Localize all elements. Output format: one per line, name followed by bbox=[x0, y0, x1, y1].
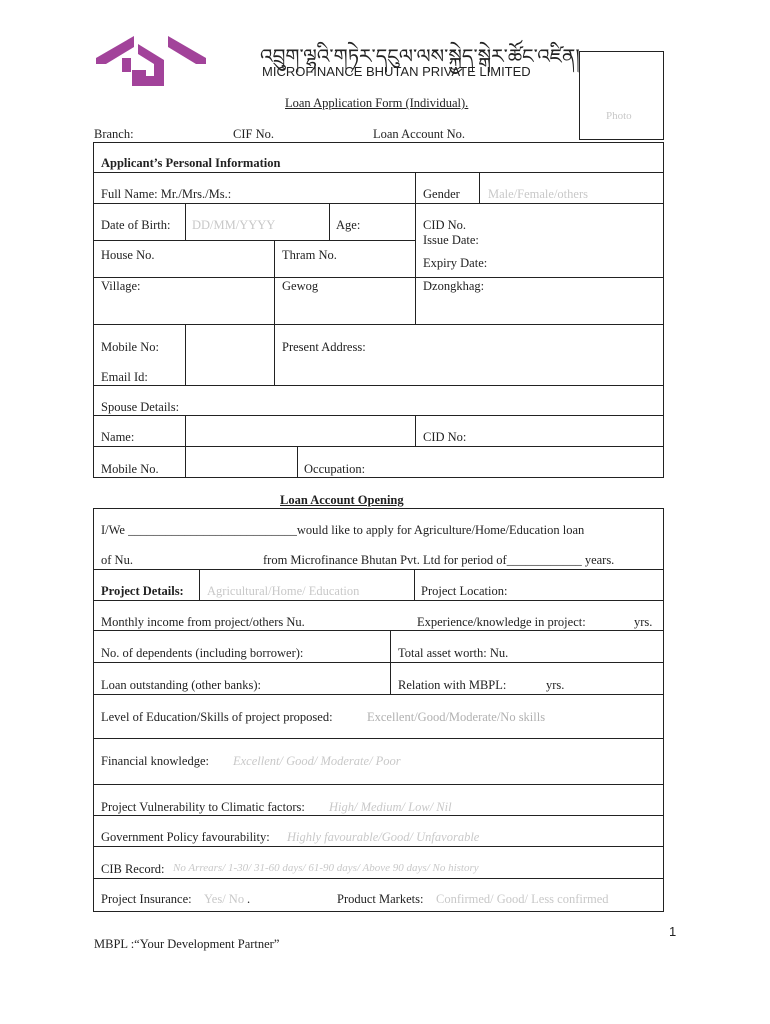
govt-policy-label: Government Policy favourability: bbox=[101, 830, 270, 844]
education-label: Level of Education/Skills of project proposed: bbox=[101, 710, 333, 724]
spouse-name-label: Name: bbox=[101, 430, 135, 444]
experience-label: Experience/knowledge in project: bbox=[417, 615, 586, 629]
total-asset-label: Total asset worth: Nu. bbox=[398, 646, 509, 660]
vulnerability-label: Project Vulnerability to Climatic factors: bbox=[101, 800, 305, 814]
markets-hint[interactable]: Confirmed/ Good/ Less confirmed bbox=[436, 892, 609, 906]
dob-hint[interactable]: DD/MM/YYYY bbox=[192, 218, 276, 232]
branch-label: Branch: bbox=[94, 127, 134, 141]
insurance-label: Project Insurance: bbox=[101, 892, 192, 906]
loan-outstanding-label: Loan outstanding (other banks): bbox=[101, 678, 262, 692]
govt-policy-hint[interactable]: Highly favourable/Good/ Unfavorable bbox=[287, 830, 480, 844]
house-label: House No. bbox=[101, 248, 155, 262]
photo-box[interactable] bbox=[579, 51, 664, 140]
project-location-label: Project Location: bbox=[421, 584, 508, 598]
mobile-label: Mobile No: bbox=[101, 340, 159, 354]
photo-label: Photo bbox=[606, 110, 632, 122]
project-details-label: Project Details: bbox=[101, 584, 184, 598]
dependents-label: No. of dependents (including borrower): bbox=[101, 646, 304, 660]
gender-label: Gender bbox=[423, 187, 460, 201]
village-label: Village: bbox=[101, 279, 141, 293]
cid-label: CID No. bbox=[423, 218, 467, 232]
spouse-cid-label: CID No: bbox=[423, 430, 467, 444]
experience-yrs: yrs. bbox=[634, 615, 653, 629]
form-title-text: Loan Application Form (Individual). bbox=[285, 96, 469, 110]
education-hint[interactable]: Excellent/Good/Moderate/No skills bbox=[367, 710, 546, 724]
dzongkhag-label: Dzongkhag: bbox=[423, 279, 485, 293]
relation-label: Relation with MBPL: bbox=[398, 678, 507, 692]
email-label: Email Id: bbox=[101, 370, 148, 384]
project-details-hint[interactable]: Agricultural/Home/ Education bbox=[207, 584, 360, 598]
gewog-label: Gewog bbox=[282, 279, 319, 293]
financial-hint[interactable]: Excellent/ Good/ Moderate/ Poor bbox=[233, 754, 401, 768]
loan-section-title-text: Loan Account Opening bbox=[280, 493, 404, 507]
cib-label: CIB Record: bbox=[101, 862, 165, 876]
page-number: 1 bbox=[669, 924, 677, 939]
vulnerability-hint[interactable]: High/ Medium/ Low/ Nil bbox=[329, 800, 452, 814]
issue-date-label: Issue Date: bbox=[423, 233, 479, 247]
insurance-dot: . bbox=[247, 892, 251, 906]
markets-label: Product Markets: bbox=[337, 892, 424, 906]
thram-label: Thram No. bbox=[282, 248, 337, 262]
cib-hint[interactable]: No Arrears/ 1-30/ 31-60 days/ 61-90 days/ Above 90 days/ No history bbox=[173, 862, 479, 874]
gender-hint[interactable]: Male/Female/others bbox=[488, 187, 588, 201]
of-nu-label: of Nu. bbox=[101, 553, 133, 567]
financial-label: Financial knowledge: bbox=[101, 754, 209, 768]
cif-label: CIF No. bbox=[233, 127, 274, 141]
loan-account-label: Loan Account No. bbox=[373, 127, 465, 141]
loan-section-title bbox=[280, 493, 404, 508]
footer-tagline: MBPL :“Your Development Partner” bbox=[94, 937, 280, 951]
monthly-income-label: Monthly income from project/others Nu. bbox=[101, 615, 305, 629]
expiry-label: Expiry Date: bbox=[423, 256, 488, 270]
present-address-label: Present Address: bbox=[282, 340, 366, 354]
iwe-line[interactable]: I/We ___________________________would like to apply for Agriculture/Home/Education loan bbox=[101, 523, 585, 537]
spouse-details-label: Spouse Details: bbox=[101, 400, 180, 414]
occupation-label: Occupation: bbox=[304, 462, 366, 476]
relation-yrs: yrs. bbox=[546, 678, 565, 692]
personal-section-title: Applicant’s Personal Information bbox=[101, 156, 281, 170]
org-name: MICROFINANCE BHUTAN PRIVATE LIMITED bbox=[262, 64, 531, 79]
dob-label: Date of Birth: bbox=[101, 218, 171, 232]
dzongkha-title: འབྲུག་ལྷའི་གཏེར་དངུལ་ལས་སྐྱེད་སྒེར་ཚོང་འཛིན། bbox=[260, 44, 580, 68]
form-title bbox=[285, 96, 468, 111]
from-mbpl-line[interactable]: from Microfinance Bhutan Pvt. Ltd for period of____________ years. bbox=[263, 553, 615, 567]
age-label: Age: bbox=[336, 218, 361, 232]
full-name-label: Full Name: Mr./Mrs./Ms.: bbox=[101, 187, 232, 201]
spouse-mobile-label: Mobile No. bbox=[101, 462, 159, 476]
insurance-hint[interactable]: Yes/ No bbox=[204, 892, 245, 906]
mbpl-logo bbox=[94, 30, 208, 88]
